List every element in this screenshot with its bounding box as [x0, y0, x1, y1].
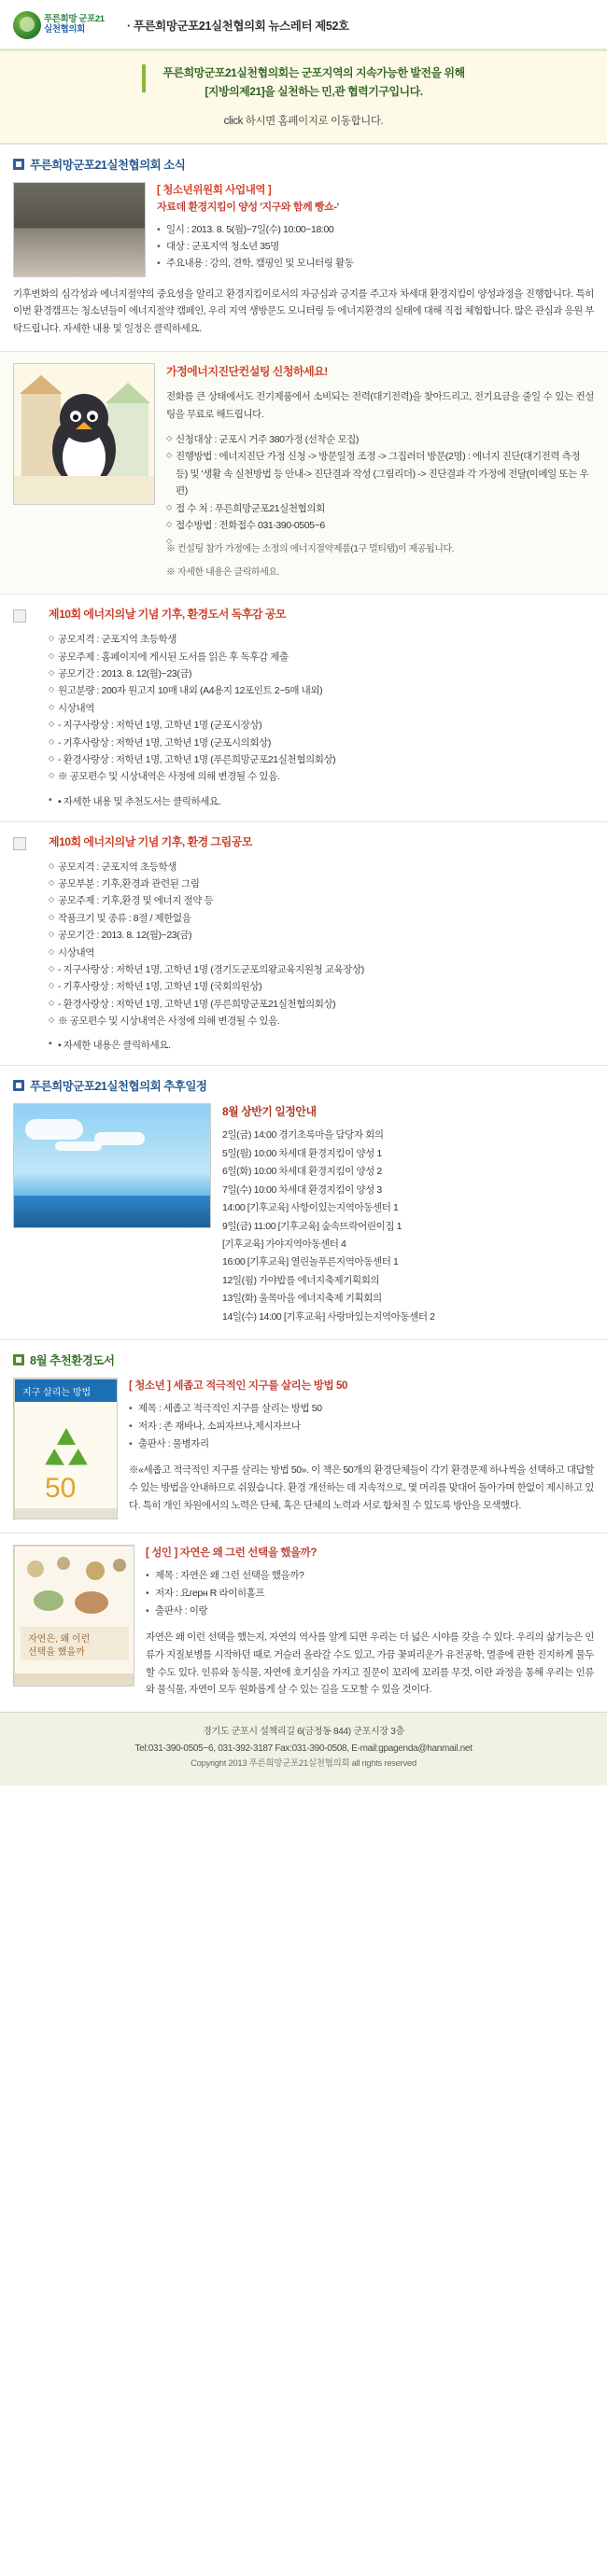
- organization-logo[interactable]: [13, 9, 118, 41]
- energy-paragraph: 전화를 큰 상태에서도 전기제품에서 소비되는 전력(대기전력)을 찾아드리고, 전기요금을 줄일 수 있는 컨설팅을 무료로 해드립니다.: [166, 391, 594, 421]
- schedule-photo: [13, 1103, 211, 1228]
- news-bullet-list: [157, 221, 594, 273]
- book-cover-nature-image: [14, 1546, 134, 1686]
- contest2-marker: [13, 833, 37, 850]
- list-item: [기후교육] 가야지역아동센터 4: [222, 1238, 346, 1250]
- svg-text:50: 50: [45, 1473, 77, 1505]
- list-item: ◇ 시상내역: [49, 945, 594, 961]
- page-header: [0, 0, 607, 50]
- logo-line-2: 실천협의회: [44, 24, 85, 35]
- list-item: 9일(금) 11:00 [기후교육] 숲속뜨락어린이집 1: [222, 1220, 402, 1232]
- list-item: ◇ 공모주제 : 홈페이지에 게시된 도서를 읽은 후 독후감 제출: [49, 649, 594, 665]
- footer-copyright: Copyright 2013 푸른희망군포21실천협의회 all rights reserved: [191, 1758, 416, 1770]
- logo-line-1: 푸른희망 군포21: [44, 14, 105, 25]
- page-title: · 푸른희망군포21실천협의회 뉴스레터 제52호: [127, 20, 349, 33]
- section-essay-contest: [0, 594, 607, 820]
- intro-click-link[interactable]: click 하시면 홈페이지로 이동합니다.: [223, 115, 384, 127]
- list-item: ◇ - 지구사랑상 : 저학년 1명, 고학년 1명 (경기도군포의왕교육지원청 교육장상): [49, 961, 594, 978]
- intro-banner: [0, 50, 607, 144]
- energy-bullet-list: [166, 431, 594, 534]
- logo-text: [44, 15, 105, 35]
- meeting-photo-image: [14, 183, 145, 276]
- accent-bar: [142, 64, 146, 92]
- book2-meta-list: [146, 1567, 594, 1620]
- recycle-icon: [15, 1379, 118, 1519]
- list-item: ◇ 진행방법 : 에너지진단 가정 신청 -> 방문일정 조정 -> 그집러더 방문(2명) : 에너지 진단(대기전력 측정 등) 및 '생활 속 실천방법 등 안내-> 진단결과 작성 (그림리더) -> 진단결과 각 가정에 전달(이메일 또는 우편): [166, 448, 594, 499]
- list-item: 14일(수) 14:00 [기후교육] 사랑마있는지역아동센터 2: [222, 1310, 435, 1323]
- svg-text:자연은, 왜 이런: 자연은, 왜 이런: [28, 1634, 91, 1645]
- footer-address: 경기도 군포시 설책리길 6(금정동 844) 군포시장 3층: [203, 1727, 404, 1738]
- list-item: ◇ 작품크기 및 종류 : 8절 / 제한없음: [49, 910, 594, 927]
- news-subhead: 자료데 환경지킴이 양성 '지구와 함께 빵쇼-': [157, 201, 339, 213]
- list-item: 13일(화) 울목마을 에너지축제 기획회의: [222, 1293, 382, 1305]
- list-item: ◇ 공모기간 : 2013. 8. 12(월)~23(금): [49, 927, 594, 944]
- section-marker-icon: [13, 1080, 24, 1091]
- section-news-title: 푸른희망군포21실천협의회 소식: [30, 158, 186, 172]
- book2-cover: [13, 1545, 134, 1687]
- list-item: • 대상 : 군포지역 청소년 35명: [157, 238, 594, 255]
- section-news: [0, 144, 607, 352]
- list-item: ◇ 원고분량 : 200자 원고지 10매 내외 (A4용지 12포인트 2~5매 내외): [49, 682, 594, 699]
- section-recommended-books: [0, 1339, 607, 1533]
- list-item: ◇ - 환경사랑상 : 저학년 1명, 고학년 1명 (푸른희망군포21실천협의회상): [49, 751, 594, 768]
- svg-text:지구 살리는 방법: 지구 살리는 방법: [22, 1388, 92, 1399]
- nature-book-icon: [15, 1547, 134, 1687]
- intro-line-1: 푸른희망군포21실천협의회는 군포지역의 지속가능한 발전을 위해: [162, 66, 465, 79]
- book1-meta-list: [129, 1400, 594, 1453]
- contest1-more-link[interactable]: • • 자세한 내용 및 추천도서는 클릭하세요.: [49, 794, 594, 808]
- list-item: 6일(화) 10:00 차세대 환경지킴이 양성 2: [222, 1166, 382, 1178]
- list-item: ◇ - 지구사랑상 : 저학년 1명, 고학년 1명 (군포시장상): [49, 717, 594, 734]
- energy-headline: 가정에너지진단컨설팅 신청하세요!: [166, 365, 328, 379]
- list-item: ◇ - 기후사랑상 : 저학년 1명, 고학년 1명 (군포시의회상): [49, 735, 594, 751]
- list-item: ◇ 공모주제 : 기후,환경 및 에너지 절약 등: [49, 892, 594, 909]
- list-item: • 일시 : 2013. 8. 5(월)~7일(수) 10:00~18:00: [157, 221, 594, 238]
- list-item: • 저자 : 요герн R 라이히홀프: [146, 1585, 594, 1603]
- list-item: ◇ - 기후사랑상 : 저학년 1명, 고학년 1명 (국회의원상): [49, 978, 594, 995]
- list-item: • 저자 : 존 재바나, 소피자브나,제시자브나: [129, 1418, 594, 1435]
- bullet-square-icon: [13, 837, 26, 850]
- section-books-title: 8월 추천환경도서: [30, 1354, 115, 1368]
- energy-note-2[interactable]: ※ 자세한 내용은 클릭하세요.: [166, 567, 279, 579]
- list-item: ◇ 공모부분 : 기후,환경과 관련된 그림: [49, 875, 594, 892]
- list-item: ◇ 접수방법 : 전화접수 031-390-0505~6: [166, 517, 594, 534]
- book-cover-earth-image: [14, 1379, 117, 1519]
- list-item: 12일(월) 가야밥를 에너지축제기획회의: [222, 1274, 380, 1286]
- list-item: ◇ 공모지격 : 군포지역 초등학생: [49, 631, 594, 648]
- list-item: 2일(금) 14:00 경기초록마을 담당자 회의: [222, 1129, 384, 1141]
- penguin-photo: [13, 363, 155, 505]
- contest2-list: [49, 859, 594, 1030]
- contest1-list: [49, 631, 594, 785]
- book2-headline: [ 성인 ] 자연은 왜 그런 선택을 했을까?: [146, 1547, 317, 1560]
- list-item: • 출판사 : 물병자리: [129, 1435, 594, 1453]
- schedule-list: [222, 1127, 594, 1326]
- contest1-title: 제10회 에너지의날 기념 기후, 환경도서 독후감 공모: [49, 608, 287, 622]
- section-marker-icon: [13, 1354, 24, 1365]
- contest1-marker: [13, 606, 37, 623]
- list-item: ◇ ※ 공모편수 및 시상내역은 사정에 의해 변경될 수 있음.: [49, 768, 594, 785]
- schedule-list-title: 8월 상반기 일정안내: [222, 1105, 317, 1119]
- list-item: ◇ 공모지격 : 군포지역 초등학생: [49, 859, 594, 875]
- book1-headline: [ 청소년 ] 세좁고 적극적인 지구를 살리는 방법 50: [129, 1380, 347, 1393]
- list-item: • 제목 : 세좁고 적극적인 지구를 살리는 방법 50: [129, 1400, 594, 1418]
- list-item: ◇ 공모기간 : 2013. 8. 12(월)~23(금): [49, 665, 594, 682]
- penguin-illustration-image: [14, 364, 154, 504]
- book1-cover: [13, 1378, 118, 1519]
- section-energy-consulting: [0, 351, 607, 594]
- penguin-icon: [14, 364, 154, 504]
- list-item: 5일(월) 10:00 차세대 환경지킴이 양성 1: [222, 1147, 382, 1159]
- news-paragraph: 기후변화의 심각성과 에너지절약의 중요성을 알리고 환경지킴이로서의 자긍심과 긍지를 주고자 차세대 환경지킴이 양성과정을 진행합니다. 특히 이번 환경캠프는 청소년들이 에너지절약 캠페인, 우리 지역 생방문도 모니터링 등 에너지환경의 실태에 대해 직접 체험합니다. 많은 관심과 응원 부탁드립니다. 자세한 내용 및 일정은 클릭하세요.: [13, 287, 594, 335]
- section-marker-icon: [13, 159, 24, 170]
- sky-photo-image: [14, 1104, 210, 1227]
- intro-line-2: [지방의제21]을 실천하는 민,관 협력기구입니다.: [205, 84, 423, 98]
- leaf-logo-icon: [13, 11, 41, 39]
- svg-text:선택을 했을까: 선택을 했을까: [28, 1647, 85, 1659]
- section-schedule-title: 푸른희망군포21실천협의회 추후일정: [30, 1080, 207, 1094]
- list-item: 14:00 [기후교육] 사항이있는지역아동센터 1: [222, 1202, 399, 1214]
- page-footer: [0, 1712, 607, 1785]
- list-item: ◇ ※ 공모편수 및 시상내역은 사정에 의해 변경될 수 있음.: [49, 1013, 594, 1029]
- book1-paragraph: ※«세좁고 적극적인 지구를 살리는 방법 50». 이 책은 50개의 환경단체들이 각기 환경문제 하나씩을 선택하고 대답할 수 있는 방법을 안내하므로 쉬웠습니다. 환경 개선하는 데 지속적으로, 몇 머리를 맞대어 돌아가며 한없이 제시하고 있다. 특히 개인 차원에서의 노력은 단체, 혹은 단체의 노력과 서로 합쳐질 수 있도록 방안을 모색했다.: [129, 1463, 594, 1511]
- section-book-adult: [0, 1533, 607, 1712]
- list-item: • 주요내용 : 강의, 견학, 캠핑인 및 모니터링 활동: [157, 255, 594, 272]
- list-item: ◇ 접 수 처 : 푸른희망군포21실천협의회: [166, 500, 594, 517]
- section-drawing-contest: [0, 821, 607, 1066]
- list-item: • 출판사 : 이랑: [146, 1603, 594, 1620]
- list-item: • 제목 : 자연은 왜 그런 선택을 했을까?: [146, 1567, 594, 1585]
- bullet-square-icon: [13, 609, 26, 623]
- news-photo: [13, 182, 146, 277]
- list-item: ◇ 시상내역: [49, 700, 594, 717]
- contest2-title: 제10회 에너지의날 기념 기후, 환경 그림공모: [49, 834, 252, 848]
- list-item: ◇ - 환경사랑상 : 저학년 1명, 고학년 1명 (푸른희망군포21실천협의회상): [49, 996, 594, 1013]
- list-item: 16:00 [기후교육] 열린놀푸른지역아동센터 1: [222, 1256, 399, 1268]
- list-item: ◇ 신청대상 : 군포시 거주 380가정 (선착순 모집): [166, 431, 594, 448]
- contest2-more-link[interactable]: • • 자세한 내용은 클릭하세요.: [49, 1038, 594, 1052]
- news-headline: [ 청소년위원회 사업내역 ]: [157, 184, 272, 196]
- footer-contact[interactable]: Tel:031-390-0505~6, 031-392-3187 Fax:031-390-0508, E-mail:gpagenda@hanmail.net: [134, 1743, 473, 1754]
- section-schedule: [0, 1065, 607, 1339]
- energy-note-1: ※ 컨설팅 참가 가정에는 소정의 에너지절약제품(1구 멀티탭)이 제공됩니다.: [166, 544, 455, 555]
- list-item: 7일(수) 10:00 차세대 환경지킴이 양성 3: [222, 1183, 382, 1196]
- book2-paragraph: 자연은 왜 이런 선택을 했는지, 자연의 역사를 알게 되면 우리는 더 넓은 시야를 갖을 수 있다. 우리의 삶기능은 인류가 지질보병를 시작하던 때로 거슬러 올라갈 수도 있고, 가끔 꽃피리운가 유전공학, 멸종에 관한 진지하게 물두할 수도 있다. 인류와 동식물, 자연에 호기심을 가지고 질문이 꼬리에 꼬리를 무것, 이란 과정을 통해 우리는 인류와 물식물, 자연이 모두 원화롭게 살 수 있는 길을 도모할 수 있을 것이다.: [146, 1631, 594, 1696]
